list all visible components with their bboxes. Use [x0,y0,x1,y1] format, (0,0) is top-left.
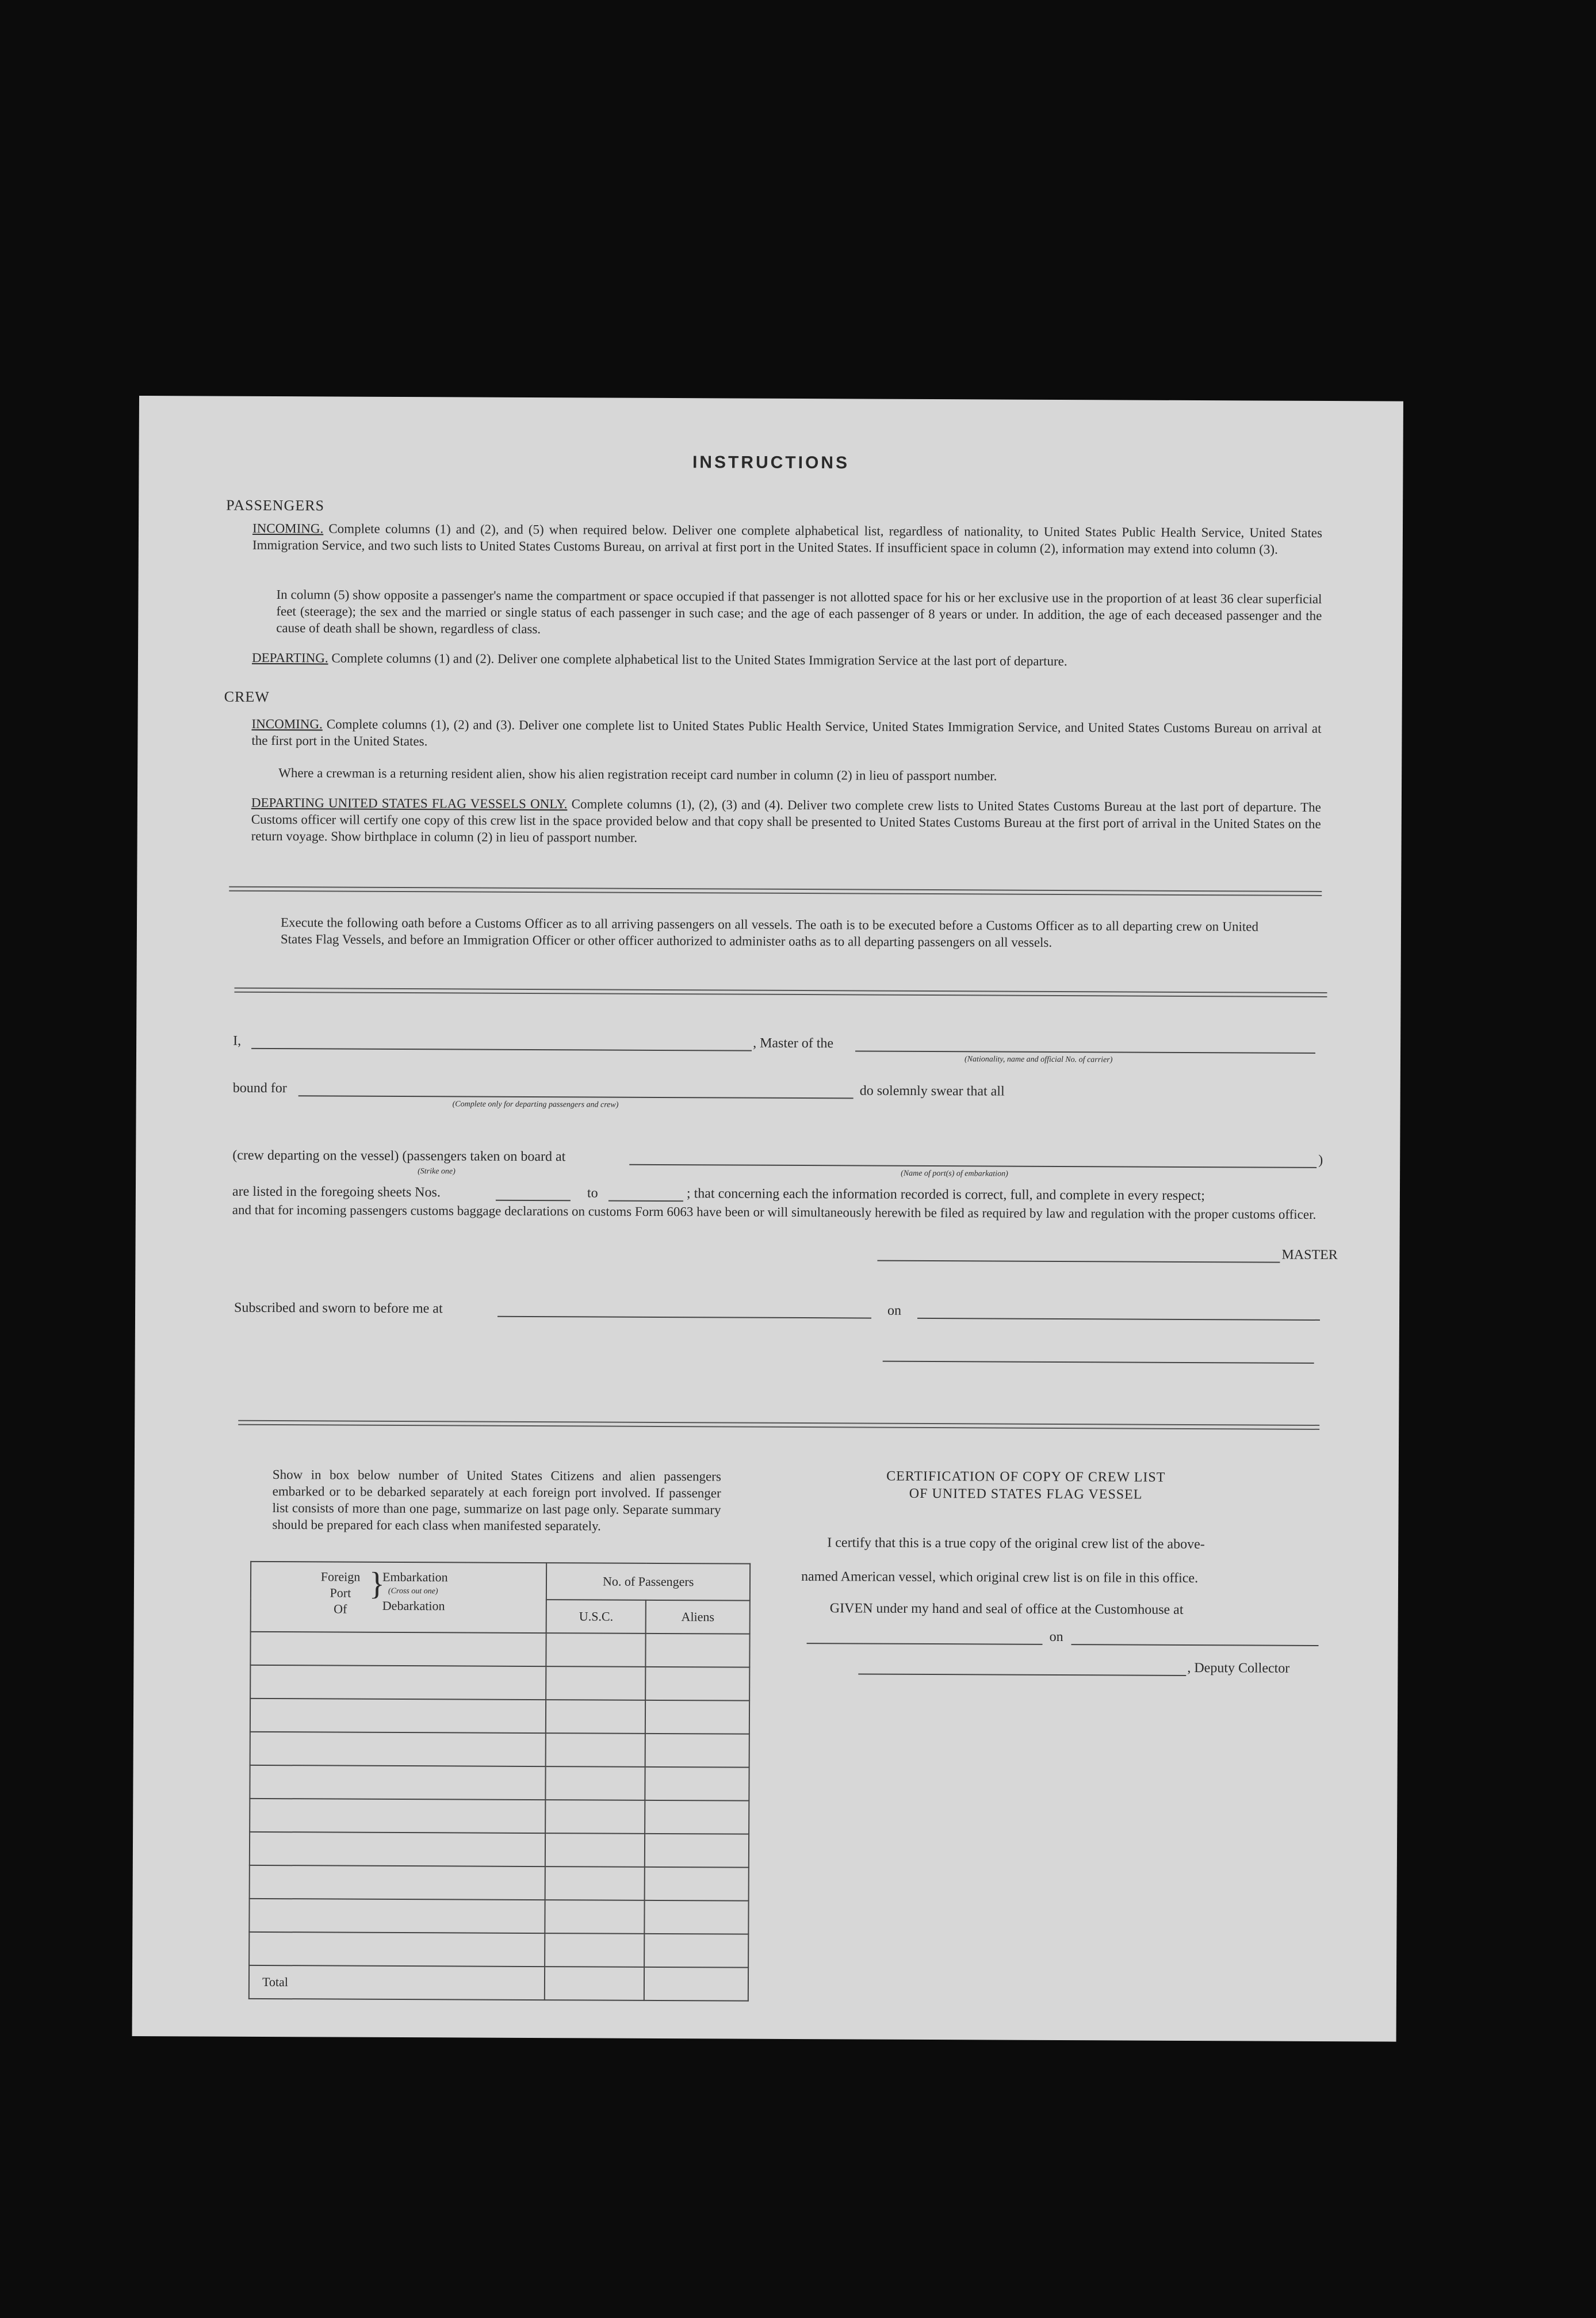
embarkation-label: Embarkation [382,1569,448,1585]
passengers-incoming-text: Complete columns (1) and (2), and (5) when required below. Deliver one complete alphabetical list, regardless of nationality, to United States Public Health Service, United States Immigration Service, and two such lists to United States Customs Bureau, on arrival at first port in the United States. If insufficient space in column (2), information may extend into column (3). [252,521,1323,557]
table-cell-port[interactable] [250,1632,546,1666]
listed-rest-text: ; that concerning each the information recorded is correct, full, and complete in every respect; [686,1186,1205,1204]
crew-flag-paragraph [251,794,1321,849]
crew-incoming-text: Complete columns (1), (2) and (3). Deliver one complete list to United States Public Health Service, United States Immigration Service, and United States Customs Bureau on arrival at the first port in the United States. [251,717,1322,749]
oath-i-label: I, [233,1033,242,1049]
incoming-declaration-text: and that for incoming passengers customs baggage declarations on customs Form 6063 have been or will simultaneously herewith be filed as required by law and regulation with the proper customs officer. [232,1202,1316,1222]
certify-line1: I certify that this is a true copy of the original crew list of the above- [827,1535,1205,1552]
table-cell-aliens[interactable] [644,1900,748,1934]
passenger-summary-table [248,1561,751,2002]
given-text: GIVEN under my hand and seal of office at the Customhouse at [829,1601,1184,1617]
master-label: MASTER [1281,1247,1338,1263]
total-aliens-cell[interactable] [644,1967,748,2001]
sworn-on-label: on [887,1303,902,1318]
cross-out-hint: (Cross out one) [388,1586,438,1596]
crew-returning-paragraph: Where a crewman is a returning resident alien, show his alien registration receipt card number in column (2) in lieu of passport number. [278,766,997,783]
passengers-column5-paragraph: In column (5) show opposite a passenger's name the compartment or space occupied if that passenger is not allotted space for his or her exclusive use in the proportion of at least 36 clear superficial feet (steerage); the sex and the married or single status of each passenger in such case; and the age of each passenger of 8 years or under. In addition, the age of each deceased passenger and the cause of death shall be shown, regardless of class. [276,587,1322,637]
crew-departing-text: (crew departing on the vessel) (passengers taken on board at [232,1147,566,1165]
swear-text: do solemnly swear that all [859,1083,1005,1099]
table-cell-port[interactable] [249,1932,545,1967]
table-cell-port[interactable] [249,1899,545,1933]
vessel-hint: (Nationality, name and official No. of carrier) [964,1055,1113,1065]
strike-hint: (Strike one) [418,1167,456,1176]
table-cell-port[interactable] [250,1765,546,1800]
bound-for-label: bound for [232,1080,287,1096]
table-cell-port[interactable] [250,1799,546,1833]
vessel-field[interactable] [855,1050,1315,1053]
section-divider [229,886,1322,896]
debarkation-label: Debarkation [382,1598,445,1613]
table-cell-port[interactable] [250,1699,546,1733]
crew-incoming-label: INCOMING. [251,716,323,732]
deputy-collector-label: , Deputy Collector [1187,1660,1290,1676]
sworn-place-field[interactable] [497,1316,871,1319]
usc-header: U.S.C. [546,1600,646,1634]
table-cell-usc[interactable] [545,1833,645,1867]
table-cell-port[interactable] [250,1665,546,1700]
master-of-label: , Master of the [753,1035,834,1051]
sheet-to-field[interactable] [608,1200,683,1202]
cert-on-label: on [1049,1629,1063,1645]
master-name-field[interactable] [251,1048,752,1051]
customhouse-field[interactable] [807,1643,1043,1645]
table-cell-usc[interactable] [546,1700,645,1734]
port-label: Port [330,1585,351,1600]
passengers-incoming-label: INCOMING. [252,521,324,536]
table-cell-aliens[interactable] [645,1700,749,1734]
table-cell-aliens[interactable] [644,1934,748,1968]
officer-signature-field[interactable] [883,1361,1314,1364]
subscribed-label: Subscribed and sworn to before me at [234,1300,443,1317]
master-signature-field[interactable] [877,1260,1280,1263]
table-cell-aliens[interactable] [646,1634,750,1667]
close-paren: ) [1318,1152,1323,1168]
table-cell-usc[interactable] [546,1766,645,1800]
passengers-departing-paragraph [252,649,1322,671]
passengers-departing-text: Complete columns (1) and (2). Deliver one complete alphabetical list to the United States Immigration Service at the last port of departure. [331,651,1067,669]
table-cell-aliens[interactable] [645,1734,749,1768]
bound-for-hint: (Complete only for departing passengers and crew) [452,1100,619,1110]
oath-instruction: Execute the following oath before a Customs Officer as to all arriving passengers on all vessels. The oath is to be executed before a Customs Officer as to all departing crew on United States Flag Vessels, and before an Immigration Officer or other officer authorized to administer oaths as to all departing passengers on all vessels. [280,915,1259,950]
page-title: INSTRUCTIONS [692,453,850,473]
to-label: to [587,1185,598,1201]
summary-instruction: Show in box below number of United States Citizens and alien passengers embarked or to be debarked separately at each foreign port involved. If passenger list consists of more than one page, summarize on last page only. Separate summary should be prepared for each class when manifested separately. [272,1467,721,1533]
cert-date-field[interactable] [1071,1644,1319,1646]
table-cell-aliens[interactable] [645,1834,749,1868]
table-cell-usc[interactable] [545,1800,645,1834]
crew-flag-text: Complete columns (1), (2), (3) and (4). Deliver two complete crew lists to United States Customs Bureau at the last port of departure. The Customs officer will certify one copy of this crew list in the space provided below and that copy shall be presented to United States Customs Bureau at the first port of arrival in the United States on the return voyage. Show birthplace in column (2) in lieu of passport number. [251,797,1321,845]
brace-left: } [369,1566,385,1602]
total-label: Total [249,1965,545,2000]
total-usc-cell[interactable] [545,1967,644,2000]
crew-flag-label: DEPARTING UNITED STATES FLAG VESSELS ONLY. [251,795,568,812]
port-of-label [309,1569,372,1617]
bound-for-field[interactable] [298,1095,854,1099]
table-cell-usc[interactable] [546,1733,645,1767]
aliens-header: Aliens [646,1600,750,1634]
certification-title-line1: CERTIFICATION OF COPY OF CREW LIST [886,1468,1166,1485]
form-page [132,396,1403,2042]
table-cell-aliens[interactable] [645,1800,749,1834]
no-passengers-header: No. of Passengers [546,1563,750,1601]
sheet-from-field[interactable] [496,1200,571,1202]
table-cell-aliens[interactable] [645,1867,749,1901]
port-hint: (Name of port(s) of embarkation) [901,1169,1008,1179]
embarkation-port-field[interactable] [629,1164,1316,1168]
embarkation-debarkation-label [382,1569,448,1614]
listed-in-label: are listed in the foregoing sheets Nos. [232,1184,441,1200]
table-cell-usc[interactable] [546,1666,645,1700]
foreign-label: Foreign [320,1569,361,1584]
table-cell-port[interactable] [250,1832,546,1866]
of-label: Of [334,1601,347,1616]
crew-incoming-paragraph [251,716,1321,753]
table-cell-port[interactable] [250,1732,546,1766]
passengers-departing-label: DEPARTING. [251,650,328,665]
certification-title [825,1467,1227,1504]
table-cell-usc[interactable] [545,1866,645,1900]
table-cell-port[interactable] [250,1865,546,1900]
table-cell-usc[interactable] [545,1900,645,1934]
sworn-date-field[interactable] [917,1318,1320,1321]
certify-line2: named American vessel, which original crew list is on file in this office. [801,1569,1199,1586]
port-header-cell [251,1562,547,1633]
certification-title-line2: OF UNITED STATES FLAG VESSEL [909,1486,1143,1502]
deputy-signature-field[interactable] [858,1673,1186,1676]
table-cell-usc[interactable] [545,1933,644,1967]
passengers-heading: PASSENGERS [226,496,325,514]
lower-divider [238,1420,1319,1430]
oath-divider [234,988,1327,997]
passengers-incoming-paragraph [252,520,1322,558]
crew-heading: CREW [224,688,270,705]
table-cell-usc[interactable] [546,1633,646,1667]
table-cell-aliens[interactable] [645,1767,749,1801]
table-cell-aliens[interactable] [645,1667,749,1701]
